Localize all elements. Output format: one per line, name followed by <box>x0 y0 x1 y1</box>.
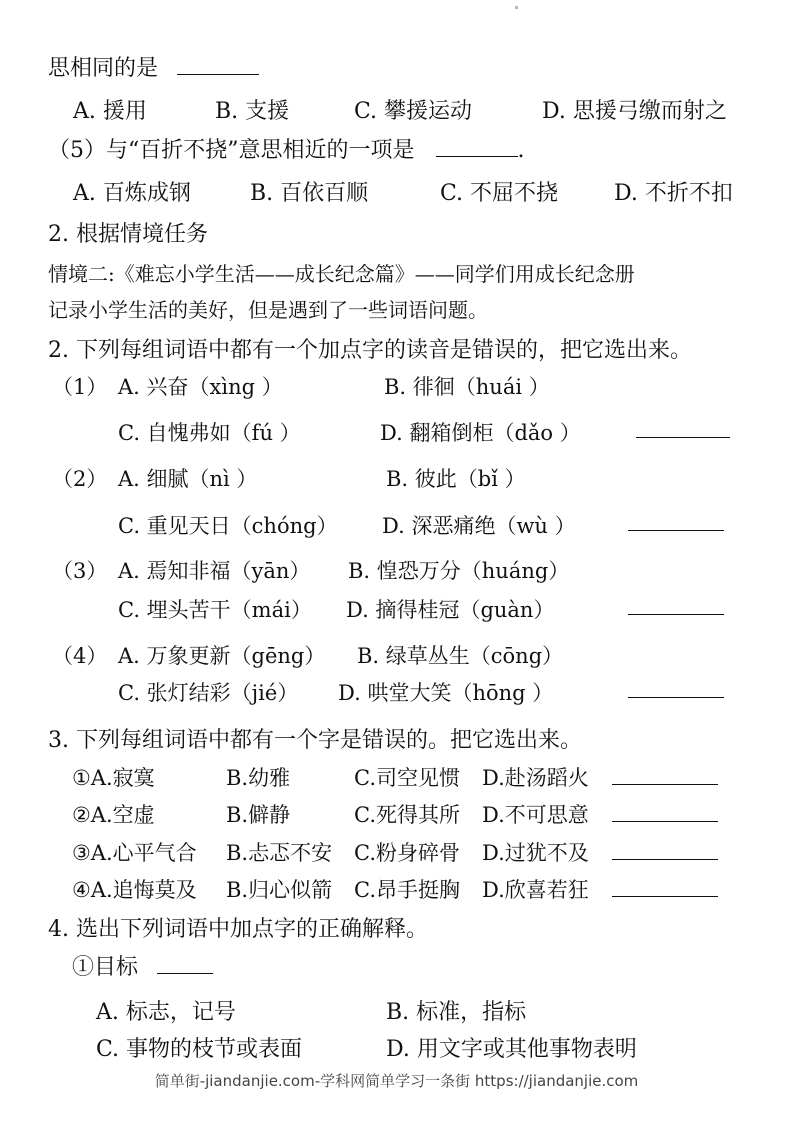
group-2-b: B. 彼此（bǐ ） <box>386 467 526 491</box>
group-3-b: B. 惶恐万分（huáng） <box>348 559 570 583</box>
s3-row1-c: C.司空见惯 <box>354 766 460 790</box>
scene-line-2: 记录小学生活的美好，但是遇到了一些词语问题。 <box>48 298 488 322</box>
scene-line-1: 情境二:《难忘小学生活——成长纪念篇》——同学们用成长纪念册 <box>48 262 635 286</box>
group-4-d: D. 哄堂大笑（hōng ） <box>338 681 554 705</box>
s3-row1-d: D.赴汤蹈火 <box>482 766 589 790</box>
answer-blank[interactable] <box>612 876 718 897</box>
group-2-a: A. 细腻（nì ） <box>118 467 258 491</box>
s3-row3-d: D.过犹不及 <box>482 841 589 865</box>
s3-row4-d: D.欣喜若狂 <box>482 878 589 902</box>
s3-row4-a: ④A.追悔莫及 <box>72 878 197 902</box>
q1-option-a: A. 援用 <box>73 99 147 124</box>
answer-blank[interactable] <box>612 839 718 860</box>
s3-row1-a: ①A.寂寞 <box>72 766 155 790</box>
section3-prompt: 3. 下列每组词语中都有一个字是错误的。把它选出来。 <box>48 728 582 753</box>
q1-option-c: C. 攀援运动 <box>354 99 473 124</box>
group-3-d: D. 摘得桂冠（guàn） <box>346 598 555 622</box>
group-1-d: D. 翻箱倒柜（dǎo ） <box>380 421 581 445</box>
s3-row2-c: C.死得其所 <box>354 803 460 827</box>
q5-text: （5）与“百折不挠”意思相近的一项是 <box>48 138 415 163</box>
s4-option-a: A. 标志，记号 <box>96 1000 236 1025</box>
group-1-b: B. 徘徊（huái ） <box>384 375 550 399</box>
answer-blank[interactable] <box>612 764 718 785</box>
s3-row2-b: B.僻静 <box>226 803 291 827</box>
group-3-num: （3） <box>52 559 108 583</box>
q5-option-b: B. 百依百顺 <box>250 181 369 206</box>
q2-prompt: 2. 下列每组词语中都有一个加点字的读音是错误的，把它选出来。 <box>48 338 692 363</box>
group-1-a: A. 兴奋（xìng ） <box>118 375 283 399</box>
answer-blank[interactable] <box>436 136 518 157</box>
answer-blank[interactable] <box>628 510 724 531</box>
s3-row4-c: C.昂手挺胸 <box>354 878 460 902</box>
s4-option-c: C. 事物的枝节或表面 <box>96 1037 303 1062</box>
answer-blank[interactable] <box>628 594 724 615</box>
q1-intro-text: 思相同的是 <box>48 56 159 81</box>
q5-option-c: C. 不屈不挠 <box>440 181 559 206</box>
q5-end: . <box>517 138 525 163</box>
group-4-num: （4） <box>52 644 108 668</box>
s3-row3-c: C.粉身碎骨 <box>354 841 460 865</box>
q1-option-b: B. 支援 <box>215 99 290 124</box>
page-footer: 简单街-jiandanjie.com-学科网简单学习一条街 https://jiandanjie.com <box>154 1072 639 1090</box>
section4-prompt: 4. 选出下列词语中加点字的正确解释。 <box>48 917 428 942</box>
group-2-c: C. 重见天日（chóng） <box>118 514 338 538</box>
answer-blank[interactable] <box>177 54 259 75</box>
s3-row2-d: D.不可思意 <box>482 803 589 827</box>
s3-row2-a: ②A.空虚 <box>72 803 155 827</box>
q1-option-d: D. 思援弓缴而射之 <box>542 99 727 124</box>
answer-blank[interactable] <box>628 677 724 698</box>
scan-mark <box>515 6 518 9</box>
group-4-a: A. 万象更新（gēng） <box>118 644 326 668</box>
answer-blank[interactable] <box>612 801 718 822</box>
q5-option-d: D. 不折不扣 <box>614 181 733 206</box>
s4-item <box>72 950 213 981</box>
group-4-b: B. 绿草丛生（cōng） <box>357 644 564 668</box>
group-3-c: C. 埋头苦干（mái） <box>118 598 312 622</box>
group-2-num: （2） <box>52 467 108 491</box>
group-4-c: C. 张灯结彩（jié） <box>118 681 299 705</box>
answer-blank[interactable] <box>157 953 213 974</box>
group-3-a: A. 焉知非福（yān） <box>118 559 311 583</box>
q1-intro-line <box>48 54 259 82</box>
answer-blank[interactable] <box>636 417 730 438</box>
q5-line <box>48 136 525 164</box>
s3-row1-b: B.幼雅 <box>226 766 291 790</box>
group-2-d: D. 深恶痛绝（wù ） <box>382 514 576 538</box>
q5-option-a: A. 百炼成钢 <box>73 181 191 206</box>
s3-row3-b: B.忐忑不安 <box>226 841 333 865</box>
s4-item-text: ①目标 <box>72 955 139 980</box>
s4-option-b: B. 标准，指标 <box>386 1000 527 1025</box>
group-1-num: （1） <box>52 375 108 399</box>
s3-row3-a: ③A.心平气合 <box>72 841 197 865</box>
group-1-c: C. 自愧弗如（fú ） <box>118 421 301 445</box>
s3-row4-b: B.归心似箭 <box>226 878 333 902</box>
section2-heading: 2. 根据情境任务 <box>48 222 208 247</box>
s4-option-d: D. 用文字或其他事物表明 <box>386 1037 637 1062</box>
